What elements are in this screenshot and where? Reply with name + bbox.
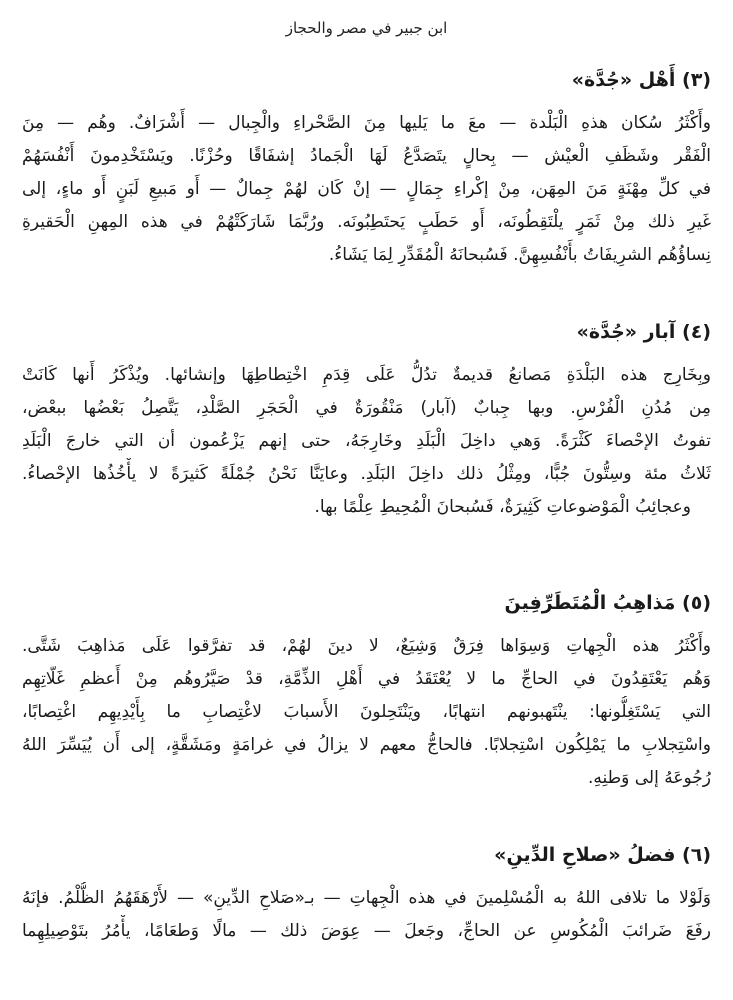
section-5 [22,590,711,795]
text-line: الْفَقْر وشَظَفِ الْعيْش — بِحالٍ يتَصَدَّعُ لَهَا الْجَمادُ إشفَاقًا وحُزْنًا. ويَسْتَخْدِمونَ أَنْفُسَهُمْ [22,146,711,166]
section-4 [22,319,711,524]
text-line: وَهُم يَعْتَقِدُونَ في الحاجِّ ما لا يُعْتَقَدُ في أَهْلِ الذِّمَّةِ، قدْ صَيَّرُوهُم مِنْ أَعظمِ غَلّاتِهِم [22,669,711,689]
text-line: التي يَسْتَغِلُّونها: ينْتَهبونهم انتهابًا، ويَنْتَحِلونَ الأَسبابَ لاغْتِصابِ ما بِأَيْدِيهِم اغْتِصابًا، [22,702,711,722]
section-6 [22,842,711,948]
paragraph [22,882,711,948]
section-title: (٣) أَهْل «جُدَّة» [571,69,711,91]
paragraph [22,359,711,524]
text-line: وَلَوْلا ما تلافى اللهُ به الْمُسْلِمينَ في هذه الْجِهاتِ — بـ«صَلاحِ الدِّينِ» — لأَرْهَقَهُمُ الظُّلْمُ. فإنَهُ [22,888,711,908]
text-line: وعجائِبُ الْمَوْضوعاتِ كَثِيرَةٌ، فَسُبحانَ الْمُحِيطِ عِلْمًا بها. [314,497,691,517]
paragraph [22,630,711,795]
section-title: (٥) مَذاهِبُ الْمُتَطَرِّفِينَ [504,592,711,614]
text-line: في كلِّ مِهْنَةٍ مَنَ المِهَن، مِنْ إكْراءِ جِمَالٍ — إنْ كَان لهُمْ جِمالٌ — أَو مَبيعِ لَبَنٍ أَو ماءٍ، إلى [22,179,711,199]
text-line: رفَعَ ضَرائبَ الْمُكُوسِ عن الحاجِّ، وجَعلَ — عِوَضَ ذلك — مالًا وَطعَامًا، يأْمُرُ بتَوْصِيلِهِما [22,921,711,941]
text-line: رُجُوعَهُ إلى وَطنِهِ. [587,768,711,788]
text-line: واسْتِجلابِ ما يَمْلِكُون اسْتِجلابًا. فالحاجُّ معهم لا يزالُ في غرامَةٍ ومَشَقَّةٍ، إلى أَن يُيَسِّرَ اللهُ [22,735,711,755]
text-line: وبِخَارِج هذه البَلْدَةِ مَصانعُ قديمةٌ تدُلُّ عَلَى قِدَمِ اخْتِطاطِهَا وإنشائها. ويُذْكَرُ أَنها كَانَتْ [22,365,711,385]
paragraph [22,107,711,272]
text-line: مِن مُدُنِ الْفُرْسِ. وبها جِبابٌ (آبار) مَنْقُورَةٌ في الْحَجَرِ الصَّلْدِ، يَتَّصِلُ بَعْضُها ببعْض، [22,398,711,418]
text-line: نِساؤُهُم الشرِيفَاتُ بأَنْفُسِهِنَّ. فَسُبحانَهُ الْمُقَدِّرِ لِمَا يَشَاءُ. [328,245,711,265]
section-title: (٦) فضلُ «صلاحِ الدِّينِ» [494,844,711,866]
section-title: (٤) آبار «جُدَّة» [576,321,711,343]
text-line: غَيرِ ذلك مِنْ ثَمَرٍ يلْتَقِطُونَه، أَو حَطَبٍ يَحتَطِبُونَه. ورُبَّمَا شَارَكَتْهُمْ في هذه المِهنِ الْحَقيرةِ [22,212,711,232]
running-header: ابن جبير في مصر والحجاز [285,19,448,37]
section-3 [22,67,711,272]
text-line: وأَكْثَرُ هذه الْجِهاتِ وَسِوَاها فِرَقٌ وَشِيَعٌ، لا دينَ لهُمْ، قد تفرَّقوا عَلَى مَذاهِبَ شَتَّى. [22,636,711,656]
text-line: ثَلاثُ مئة وسِتُّونَ جُبًّا، ومِثْلُ ذلك داخِلَ البَلَدِ. وعايَنَّا نَحْنُ جُمْلَةً كَثيرَةً لا يأْخُذُها الإحْصاءُ. [22,464,711,484]
text-line: تفوتُ الإحْصاءَ كَثْرَةً. وَهي داخِلَ الْبَلَدِ وخَارِجَهُ، حتى إنهم يَزْعُمون أن التي خارجَ الْبَلَدِ [22,431,711,451]
text-line: وأَكْثَرُ سُكان هذهِ الْبَلْدة — معَ ما يَليها مِنَ الصَّحْراءِ والْجِبال — أَشْرَافٌ. وهُم — مِنَ [22,113,711,133]
